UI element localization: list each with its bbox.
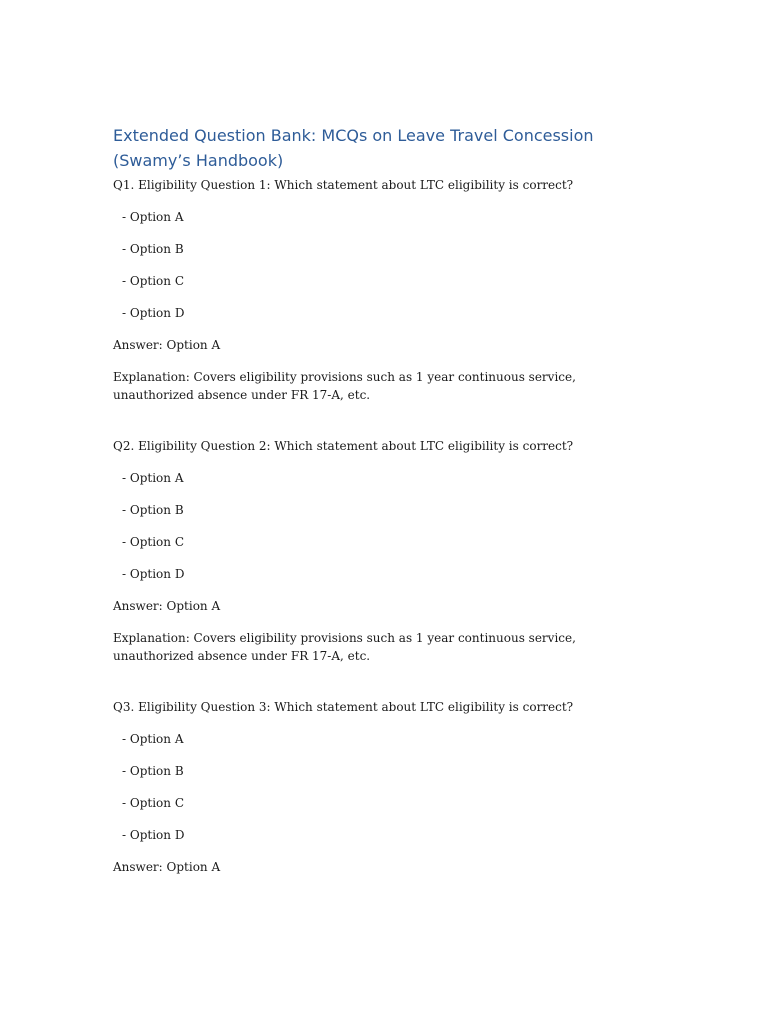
question-block-1 xyxy=(113,176,658,404)
document-title: Extended Question Bank: MCQs on Leave Travel Concession (Swamy’s Handbook) xyxy=(113,126,594,170)
question-text: Q2. Eligibility Question 2: Which statement about LTC eligibility is correct? xyxy=(113,439,574,453)
option-a: - Option A xyxy=(122,210,184,224)
option-c: - Option C xyxy=(122,274,184,288)
question-block-2 xyxy=(113,437,658,665)
option-d: - Option D xyxy=(122,828,185,842)
question-text: Q3. Eligibility Question 3: Which statement about LTC eligibility is correct? xyxy=(113,700,574,714)
option-c: - Option C xyxy=(122,796,184,810)
option-b: - Option B xyxy=(122,242,184,256)
option-b: - Option B xyxy=(122,503,184,517)
option-a: - Option A xyxy=(122,471,184,485)
answer-text: Answer: Option A xyxy=(113,599,221,613)
option-d: - Option D xyxy=(122,567,185,581)
answer-text: Answer: Option A xyxy=(113,338,221,352)
explanation-text: Explanation: Covers eligibility provisions such as 1 year continuous service, unauthorized absence under FR 17-A, etc. xyxy=(113,370,580,402)
question-block-3 xyxy=(113,698,658,876)
explanation-text: Explanation: Covers eligibility provisions such as 1 year continuous service, unauthorized absence under FR 17-A, etc. xyxy=(113,631,580,663)
option-a: - Option A xyxy=(122,732,184,746)
option-d: - Option D xyxy=(122,306,185,320)
answer-text: Answer: Option A xyxy=(113,860,221,874)
option-c: - Option C xyxy=(122,535,184,549)
document-page xyxy=(113,123,658,876)
question-text: Q1. Eligibility Question 1: Which statement about LTC eligibility is correct? xyxy=(113,178,574,192)
option-b: - Option B xyxy=(122,764,184,778)
